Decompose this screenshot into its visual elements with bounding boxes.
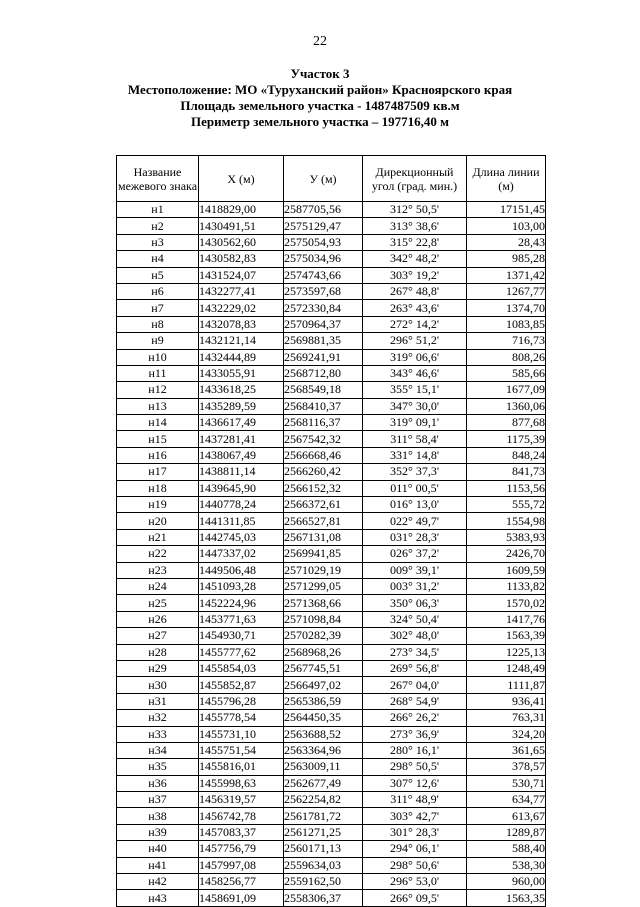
- cell-x: 1455854,03: [199, 660, 284, 676]
- cell-marker-name: н19: [117, 497, 199, 513]
- cell-angle: 342° 48,2': [363, 251, 467, 267]
- cell-angle: 311° 58,4': [363, 431, 467, 447]
- cell-length: 763,31: [467, 710, 546, 726]
- cell-length: 2426,70: [467, 546, 546, 562]
- cell-marker-name: н43: [117, 890, 199, 906]
- cell-y: 2563364,96: [284, 742, 363, 758]
- cell-marker-name: н15: [117, 431, 199, 447]
- cell-x: 1451093,28: [199, 578, 284, 594]
- cell-x: 1455751,54: [199, 742, 284, 758]
- cell-y: 2566260,42: [284, 464, 363, 480]
- cell-angle: 268° 54,9': [363, 693, 467, 709]
- cell-length: 1371,42: [467, 267, 546, 283]
- cell-y: 2571098,84: [284, 611, 363, 627]
- table-row: [117, 841, 546, 857]
- table-row: [117, 497, 546, 513]
- cell-x: 1432444,89: [199, 349, 284, 365]
- cell-x: 1452224,96: [199, 595, 284, 611]
- cell-angle: 350° 06,3': [363, 595, 467, 611]
- cell-angle: 311° 48,9': [363, 792, 467, 808]
- table-row: [117, 283, 546, 299]
- cell-marker-name: н11: [117, 365, 199, 381]
- table-row: [117, 546, 546, 562]
- table-row: [117, 513, 546, 529]
- table-row: [117, 726, 546, 742]
- cell-length: 1111,87: [467, 677, 546, 693]
- table-row: [117, 251, 546, 267]
- cell-angle: 273° 34,5': [363, 644, 467, 660]
- cell-marker-name: н16: [117, 447, 199, 463]
- cell-y: 2563688,52: [284, 726, 363, 742]
- cell-length: 808,26: [467, 349, 546, 365]
- cell-length: 530,71: [467, 775, 546, 791]
- cell-y: 2575054,93: [284, 234, 363, 250]
- cell-marker-name: н22: [117, 546, 199, 562]
- cell-marker-name: н5: [117, 267, 199, 283]
- cell-x: 1431524,07: [199, 267, 284, 283]
- cell-angle: 009° 39,1': [363, 562, 467, 578]
- cell-y: 2566152,32: [284, 480, 363, 496]
- cell-y: 2558306,37: [284, 890, 363, 906]
- cell-marker-name: н37: [117, 792, 199, 808]
- cell-y: 2571029,19: [284, 562, 363, 578]
- table-header-row: [117, 156, 546, 202]
- column-header-y: У (м): [284, 156, 363, 202]
- cell-marker-name: н20: [117, 513, 199, 529]
- cell-length: 538,30: [467, 857, 546, 873]
- cell-marker-name: н17: [117, 464, 199, 480]
- cell-marker-name: н42: [117, 874, 199, 890]
- cell-angle: 269° 56,8': [363, 660, 467, 676]
- table-body: [117, 202, 546, 907]
- cell-angle: 267° 04,0': [363, 677, 467, 693]
- cell-length: 1677,09: [467, 382, 546, 398]
- cell-length: 1267,77: [467, 283, 546, 299]
- table-row: [117, 447, 546, 463]
- cell-y: 2569881,35: [284, 333, 363, 349]
- table-row: [117, 874, 546, 890]
- cell-x: 1439645,90: [199, 480, 284, 496]
- cell-y: 2568549,18: [284, 382, 363, 398]
- cell-length: 1083,85: [467, 316, 546, 332]
- cell-x: 1433055,91: [199, 365, 284, 381]
- column-header-length: Длина линии (м): [467, 156, 546, 202]
- cell-length: 585,66: [467, 365, 546, 381]
- cell-marker-name: н25: [117, 595, 199, 611]
- cell-length: 936,41: [467, 693, 546, 709]
- cell-y: 2569941,85: [284, 546, 363, 562]
- cell-x: 1457083,37: [199, 824, 284, 840]
- cell-length: 361,65: [467, 742, 546, 758]
- table-row: [117, 710, 546, 726]
- cell-marker-name: н21: [117, 529, 199, 545]
- cell-length: 841,73: [467, 464, 546, 480]
- table-row: [117, 382, 546, 398]
- cell-x: 1430491,51: [199, 218, 284, 234]
- cell-marker-name: н8: [117, 316, 199, 332]
- cell-marker-name: н40: [117, 841, 199, 857]
- cell-x: 1458691,09: [199, 890, 284, 906]
- cell-marker-name: н14: [117, 415, 199, 431]
- cell-angle: 280° 16,1': [363, 742, 467, 758]
- cell-x: 1432229,02: [199, 300, 284, 316]
- cell-angle: 026° 37,2': [363, 546, 467, 562]
- table-row: [117, 202, 546, 218]
- cell-marker-name: н32: [117, 710, 199, 726]
- cell-marker-name: н34: [117, 742, 199, 758]
- cell-angle: 331° 14,8': [363, 447, 467, 463]
- cell-y: 2562677,49: [284, 775, 363, 791]
- cell-y: 2567542,32: [284, 431, 363, 447]
- cell-angle: 022° 49,7': [363, 513, 467, 529]
- cell-y: 2568968,26: [284, 644, 363, 660]
- table-row: [117, 824, 546, 840]
- cell-angle: 303° 19,2': [363, 267, 467, 283]
- cell-marker-name: н7: [117, 300, 199, 316]
- cell-angle: 302° 48,0': [363, 628, 467, 644]
- table-row: [117, 415, 546, 431]
- table-row: [117, 742, 546, 758]
- cell-marker-name: н38: [117, 808, 199, 824]
- cell-length: 1374,70: [467, 300, 546, 316]
- table-row: [117, 480, 546, 496]
- table-row: [117, 300, 546, 316]
- cell-x: 1453771,63: [199, 611, 284, 627]
- cell-length: 848,24: [467, 447, 546, 463]
- table-row: [117, 267, 546, 283]
- cell-length: 634,77: [467, 792, 546, 808]
- cell-marker-name: н24: [117, 578, 199, 594]
- cell-marker-name: н13: [117, 398, 199, 414]
- cell-y: 2573597,68: [284, 283, 363, 299]
- table-row: [117, 890, 546, 906]
- cell-y: 2572330,84: [284, 300, 363, 316]
- table-row: [117, 218, 546, 234]
- table-row: [117, 398, 546, 414]
- cell-x: 1442745,03: [199, 529, 284, 545]
- page-number: 22: [313, 34, 327, 49]
- column-header-angle: Дирекционный угол (град. мин.): [363, 156, 467, 202]
- cell-length: 1563,39: [467, 628, 546, 644]
- cell-x: 1456742,78: [199, 808, 284, 824]
- cell-length: 1248,49: [467, 660, 546, 676]
- table-row: [117, 234, 546, 250]
- table-row: [117, 349, 546, 365]
- cell-length: 5383,93: [467, 529, 546, 545]
- cell-marker-name: н9: [117, 333, 199, 349]
- table-row: [117, 660, 546, 676]
- cell-marker-name: н26: [117, 611, 199, 627]
- cell-length: 716,73: [467, 333, 546, 349]
- column-header-name: Название межевого знака: [117, 156, 199, 202]
- cell-angle: 301° 28,3': [363, 824, 467, 840]
- cell-marker-name: н1: [117, 202, 199, 218]
- cell-length: 877,68: [467, 415, 546, 431]
- cell-y: 2575129,47: [284, 218, 363, 234]
- cell-x: 1455816,01: [199, 759, 284, 775]
- cell-angle: 315° 22,8': [363, 234, 467, 250]
- cell-x: 1455777,62: [199, 644, 284, 660]
- cell-y: 2562254,82: [284, 792, 363, 808]
- cell-x: 1438811,14: [199, 464, 284, 480]
- table-row: [117, 759, 546, 775]
- plot-title: Участок 3: [290, 66, 350, 81]
- cell-length: 103,00: [467, 218, 546, 234]
- area-line: Площадь земельного участка - 1487487509 кв.м: [180, 98, 460, 113]
- cell-y: 2568712,80: [284, 365, 363, 381]
- cell-x: 1433618,25: [199, 382, 284, 398]
- table-row: [117, 333, 546, 349]
- cell-length: 1360,06: [467, 398, 546, 414]
- table-row: [117, 464, 546, 480]
- cell-angle: 298° 50,6': [363, 857, 467, 873]
- cell-marker-name: н39: [117, 824, 199, 840]
- cell-length: 1153,56: [467, 480, 546, 496]
- table-row: [117, 677, 546, 693]
- cell-marker-name: н12: [117, 382, 199, 398]
- cell-angle: 266° 26,2': [363, 710, 467, 726]
- cell-angle: 319° 06,6': [363, 349, 467, 365]
- cell-angle: 324° 50,4': [363, 611, 467, 627]
- cell-length: 960,00: [467, 874, 546, 890]
- cell-marker-name: н30: [117, 677, 199, 693]
- cell-angle: 352° 37,3': [363, 464, 467, 480]
- cell-angle: 343° 46,6': [363, 365, 467, 381]
- cell-angle: 347° 30,0': [363, 398, 467, 414]
- cell-angle: 296° 53,0': [363, 874, 467, 890]
- table-row: [117, 578, 546, 594]
- cell-length: 28,43: [467, 234, 546, 250]
- table-row: [117, 857, 546, 873]
- cell-length: 378,57: [467, 759, 546, 775]
- cell-angle: 273° 36,9': [363, 726, 467, 742]
- document-header: [0, 66, 640, 130]
- cell-y: 2561271,25: [284, 824, 363, 840]
- cell-x: 1430562,60: [199, 234, 284, 250]
- cell-angle: 294° 06,1': [363, 841, 467, 857]
- cell-x: 1418829,00: [199, 202, 284, 218]
- cell-y: 2559634,03: [284, 857, 363, 873]
- cell-y: 2560171,13: [284, 841, 363, 857]
- table-row: [117, 562, 546, 578]
- cell-marker-name: н35: [117, 759, 199, 775]
- cell-angle: 307° 12,6': [363, 775, 467, 791]
- cell-y: 2570964,37: [284, 316, 363, 332]
- cell-length: 613,67: [467, 808, 546, 824]
- cell-x: 1456319,57: [199, 792, 284, 808]
- cell-angle: 313° 38,6': [363, 218, 467, 234]
- cell-length: 1563,35: [467, 890, 546, 906]
- cell-y: 2565386,59: [284, 693, 363, 709]
- table-row: [117, 628, 546, 644]
- cell-x: 1454930,71: [199, 628, 284, 644]
- cell-angle: 272° 14,2': [363, 316, 467, 332]
- cell-y: 2574743,66: [284, 267, 363, 283]
- cell-angle: 031° 28,3': [363, 529, 467, 545]
- cell-y: 2564450,35: [284, 710, 363, 726]
- cell-angle: 016° 13,0': [363, 497, 467, 513]
- table-row: [117, 316, 546, 332]
- cell-length: 324,20: [467, 726, 546, 742]
- cell-x: 1441311,85: [199, 513, 284, 529]
- cell-y: 2567131,08: [284, 529, 363, 545]
- cell-angle: 263° 43,6': [363, 300, 467, 316]
- cell-y: 2566527,81: [284, 513, 363, 529]
- cell-marker-name: н27: [117, 628, 199, 644]
- cell-angle: 266° 09,5': [363, 890, 467, 906]
- cell-angle: 355° 15,1': [363, 382, 467, 398]
- cell-y: 2568116,37: [284, 415, 363, 431]
- cell-x: 1457756,79: [199, 841, 284, 857]
- cell-x: 1432277,41: [199, 283, 284, 299]
- table-row: [117, 792, 546, 808]
- cell-length: 985,28: [467, 251, 546, 267]
- cell-x: 1438067,49: [199, 447, 284, 463]
- cell-length: 1133,82: [467, 578, 546, 594]
- cell-y: 2563009,11: [284, 759, 363, 775]
- column-header-x: X (м): [199, 156, 284, 202]
- cell-y: 2566497,02: [284, 677, 363, 693]
- cell-y: 2566668,46: [284, 447, 363, 463]
- cell-marker-name: н36: [117, 775, 199, 791]
- cell-y: 2575034,96: [284, 251, 363, 267]
- cell-length: 1570,02: [467, 595, 546, 611]
- table-row: [117, 693, 546, 709]
- cell-angle: 312° 50,5': [363, 202, 467, 218]
- cell-marker-name: н18: [117, 480, 199, 496]
- cell-marker-name: н29: [117, 660, 199, 676]
- cell-x: 1455998,63: [199, 775, 284, 791]
- cell-angle: 003° 31,2': [363, 578, 467, 594]
- cell-angle: 011° 00,5': [363, 480, 467, 496]
- cell-x: 1432121,14: [199, 333, 284, 349]
- cell-x: 1457997,08: [199, 857, 284, 873]
- cell-length: 555,72: [467, 497, 546, 513]
- cell-angle: 267° 48,8': [363, 283, 467, 299]
- cell-x: 1436617,49: [199, 415, 284, 431]
- table-row: [117, 595, 546, 611]
- cell-marker-name: н33: [117, 726, 199, 742]
- table-row: [117, 775, 546, 791]
- cell-y: 2587705,56: [284, 202, 363, 218]
- cell-y: 2569241,91: [284, 349, 363, 365]
- cell-x: 1455796,28: [199, 693, 284, 709]
- cell-length: 1417,76: [467, 611, 546, 627]
- table-row: [117, 808, 546, 824]
- cell-angle: 296° 51,2': [363, 333, 467, 349]
- cell-x: 1435289,59: [199, 398, 284, 414]
- table-row: [117, 529, 546, 545]
- perimeter-line: Периметр земельного участка – 197716,40 м: [191, 114, 449, 129]
- table-row: [117, 365, 546, 381]
- cell-marker-name: н4: [117, 251, 199, 267]
- cell-x: 1430582,83: [199, 251, 284, 267]
- table-row: [117, 431, 546, 447]
- cell-marker-name: н2: [117, 218, 199, 234]
- cell-y: 2568410,37: [284, 398, 363, 414]
- cell-angle: 303° 42,7': [363, 808, 467, 824]
- cell-y: 2566372,61: [284, 497, 363, 513]
- cell-length: 1225,13: [467, 644, 546, 660]
- cell-marker-name: н41: [117, 857, 199, 873]
- cell-length: 1175,39: [467, 431, 546, 447]
- cell-y: 2571368,66: [284, 595, 363, 611]
- cell-marker-name: н6: [117, 283, 199, 299]
- cell-x: 1455778,54: [199, 710, 284, 726]
- cell-x: 1437281,41: [199, 431, 284, 447]
- cell-marker-name: н23: [117, 562, 199, 578]
- cell-marker-name: н3: [117, 234, 199, 250]
- cell-length: 588,40: [467, 841, 546, 857]
- cell-marker-name: н28: [117, 644, 199, 660]
- cell-x: 1455731,10: [199, 726, 284, 742]
- cell-length: 1554,98: [467, 513, 546, 529]
- cell-x: 1455852,87: [199, 677, 284, 693]
- location-line: Местоположение: МО «Туруханский район» Красноярского края: [127, 82, 513, 97]
- cell-y: 2559162,50: [284, 874, 363, 890]
- cell-y: 2571299,05: [284, 578, 363, 594]
- cell-x: 1440778,24: [199, 497, 284, 513]
- cell-length: 1609,59: [467, 562, 546, 578]
- cell-length: 1289,87: [467, 824, 546, 840]
- cell-angle: 298° 50,5': [363, 759, 467, 775]
- cell-x: 1458256,77: [199, 874, 284, 890]
- cell-y: 2570282,39: [284, 628, 363, 644]
- cell-marker-name: н10: [117, 349, 199, 365]
- coordinates-table: [116, 155, 546, 907]
- cell-x: 1432078,83: [199, 316, 284, 332]
- table-row: [117, 611, 546, 627]
- cell-marker-name: н31: [117, 693, 199, 709]
- cell-x: 1449506,48: [199, 562, 284, 578]
- cell-angle: 319° 09,1': [363, 415, 467, 431]
- cell-y: 2561781,72: [284, 808, 363, 824]
- table-row: [117, 644, 546, 660]
- cell-y: 2567745,51: [284, 660, 363, 676]
- cell-x: 1447337,02: [199, 546, 284, 562]
- cell-length: 17151,45: [467, 202, 546, 218]
